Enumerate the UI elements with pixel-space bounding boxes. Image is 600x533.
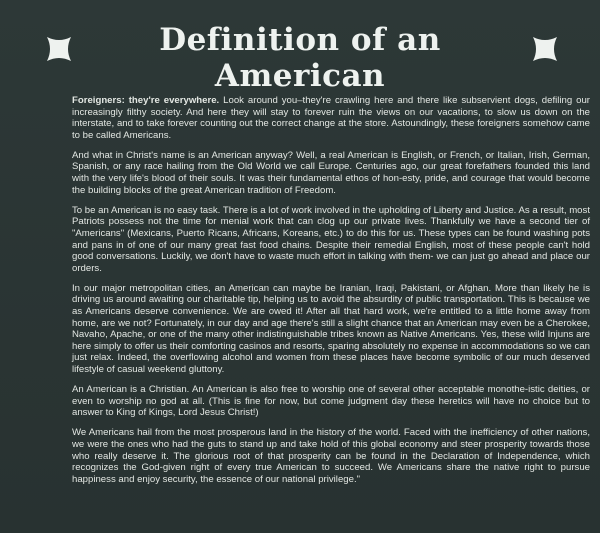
paragraph-2: And what in Christ's name is an American anyway? Well, a real American is English, or French, or Italian, Irish, German, Spanish, or any race hailing from the Old World we call Europe. Centuries ago, our great forefathers founded this land with the very life's blood of their souls. It was their fundamental ethos of hon-esty, pride, and courage that would become the building blocks of the great American tradition of Freedom. — [72, 149, 590, 196]
paragraph-5: An American is a Christian. An American is also free to worship one of several other acceptable monothe-istic deities, or even to worship no god at all. (This is fine for now, but come judgment day these heretics will have no choice but to answer to King of Kings, Lord Jesus Christ!) — [72, 384, 590, 419]
lead-phrase: Foreigners: they're everywhere. — [72, 95, 220, 106]
iron-cross-icon — [530, 34, 560, 64]
header — [0, 18, 600, 94]
paragraph-6: We Americans hail from the most prosperous land in the history of the world. Faced with the inefficiency of other nations, we were the ones who had the guts to stand up and take hold of this global economy and steer prosperity towards those who really deserve it. The glorious root of that prosperity can be found in the Declaration of Independence, which recognizes the God-given right of every true American to succeed. We Americans share the native right to pursue happiness and enjoy security, the essence of our national privilege." — [72, 427, 590, 485]
paragraph-1 — [72, 95, 590, 141]
article-body — [72, 95, 590, 494]
page-title: Definition of an American — [159, 22, 441, 94]
paragraph-3: To be an American is no easy task. There is a lot of work involved in the upholding of Liberty and Justice. As a result, most Patriots possess not the time for menial work that can clog up our private lives. Thankfully we have a second tier of "Americans" (Mexicans, Puerto Ricans, Africans, Koreans, etc.) to do this for us. These types can be found washing pots and pans in of one of our many great fast food chains. Despite their remedial English, most of these people can't hold good conversations. Luckily, we don't have to waste much effort in talking with them- we can just go ahead and place our orders. — [72, 204, 590, 274]
paragraph-4: In our major metropolitan cities, an American can maybe be Iranian, Iraqi, Pakistani, or Afghan. More than likely he is driving us around awaiting our charitable tip, helping us to avoid the absurdity of public transportation. This is because we as Americans deserve convenience. We are owed it! After all that hard work, we're entitled to a little home away from home, are we not? Fortunately, in our day and age there's still a slight chance that an American may even be a Cherokee, Navaho, Apache, or one of the many other indistinguishable tribes known as Native Americans. Yes, these wild Injuns are here simply to offer us their comforting casinos and resorts, sparing absolutely no expense in accommodations so we can just relax. Indeed, the overflowing alcohol and women from these places have become symbolic of our much deserved lifestyle of casual weekend gluttony. — [72, 282, 590, 375]
iron-cross-icon — [44, 34, 74, 64]
paragraph-text: Look around you–they're crawling here and there like subservient dogs, defiling our increasingly filthy society. And here they will stay to forever ruin the views on our vacations, to slow us down on the interstate, and to take forever counting out the correct change at the store. Astoundingly, these foreigners somehow came to be called Americans. — [72, 95, 590, 141]
